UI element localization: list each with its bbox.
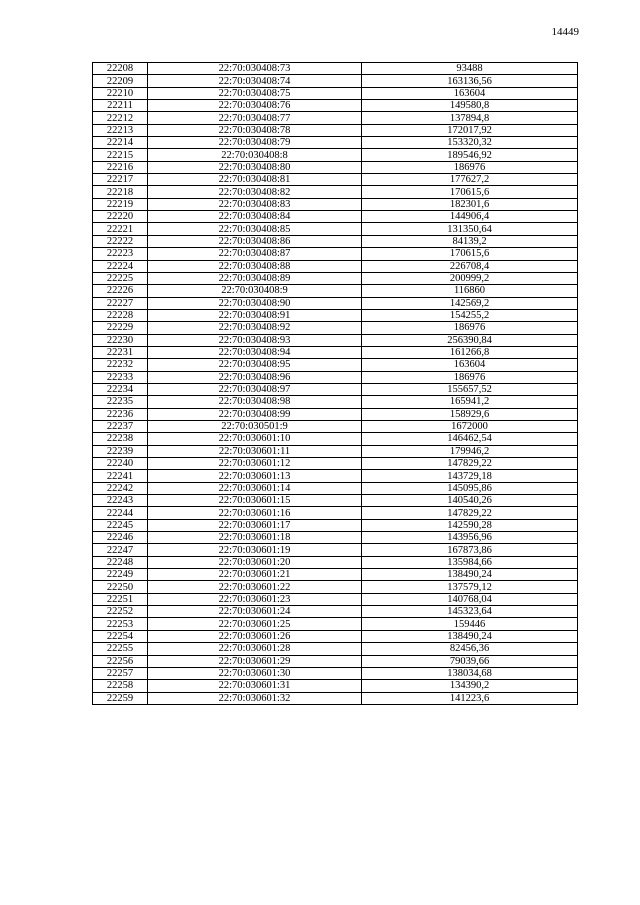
table-row <box>93 174 578 186</box>
table-row <box>93 396 578 408</box>
value-cell: 163604 <box>362 359 578 371</box>
cadastral-number-cell: 22:70:030408:97 <box>148 383 362 395</box>
value-cell: 84139,2 <box>362 235 578 247</box>
value-cell: 93488 <box>362 63 578 75</box>
data-table <box>92 62 578 705</box>
value-cell: 186976 <box>362 161 578 173</box>
row-number-cell: 22256 <box>93 655 148 667</box>
cadastral-number-cell: 22:70:030501:9 <box>148 420 362 432</box>
table-row <box>93 322 578 334</box>
row-number-cell: 22230 <box>93 334 148 346</box>
cadastral-number-cell: 22:70:030601:31 <box>148 680 362 692</box>
row-number-cell: 22258 <box>93 680 148 692</box>
row-number-cell: 22257 <box>93 667 148 679</box>
cadastral-number-cell: 22:70:030408:96 <box>148 371 362 383</box>
value-cell: 82456,36 <box>362 643 578 655</box>
value-cell: 182301,6 <box>362 198 578 210</box>
cadastral-number-cell: 22:70:030408:95 <box>148 359 362 371</box>
value-cell: 138490,24 <box>362 630 578 642</box>
cadastral-number-cell: 22:70:030408:93 <box>148 334 362 346</box>
value-cell: 153320,32 <box>362 137 578 149</box>
row-number-cell: 22212 <box>93 112 148 124</box>
table-row <box>93 532 578 544</box>
row-number-cell: 22237 <box>93 420 148 432</box>
table-row <box>93 470 578 482</box>
cadastral-number-cell: 22:70:030408:74 <box>148 75 362 87</box>
table-row <box>93 383 578 395</box>
value-cell: 154255,2 <box>362 309 578 321</box>
value-cell: 1672000 <box>362 420 578 432</box>
row-number-cell: 22244 <box>93 507 148 519</box>
value-cell: 147829,22 <box>362 507 578 519</box>
cadastral-number-cell: 22:70:030408:78 <box>148 124 362 136</box>
row-number-cell: 22227 <box>93 297 148 309</box>
table-row <box>93 285 578 297</box>
row-number-cell: 22218 <box>93 186 148 198</box>
row-number-cell: 22234 <box>93 383 148 395</box>
value-cell: 142590,28 <box>362 519 578 531</box>
cadastral-number-cell: 22:70:030408:90 <box>148 297 362 309</box>
cadastral-number-cell: 22:70:030408:73 <box>148 63 362 75</box>
cadastral-number-cell: 22:70:030601:28 <box>148 643 362 655</box>
row-number-cell: 22213 <box>93 124 148 136</box>
value-cell: 141223,6 <box>362 692 578 704</box>
cadastral-number-cell: 22:70:030601:15 <box>148 495 362 507</box>
row-number-cell: 22250 <box>93 581 148 593</box>
cadastral-number-cell: 22:70:030408:75 <box>148 87 362 99</box>
cadastral-number-cell: 22:70:030601:14 <box>148 482 362 494</box>
row-number-cell: 22231 <box>93 346 148 358</box>
cadastral-number-cell: 22:70:030601:12 <box>148 458 362 470</box>
value-cell: 149580,8 <box>362 100 578 112</box>
value-cell: 179946,2 <box>362 445 578 457</box>
row-number-cell: 22248 <box>93 556 148 568</box>
value-cell: 145323,64 <box>362 606 578 618</box>
cadastral-number-cell: 22:70:030408:85 <box>148 223 362 235</box>
cadastral-number-cell: 22:70:030408:89 <box>148 272 362 284</box>
value-cell: 140768,04 <box>362 593 578 605</box>
table-row <box>93 606 578 618</box>
value-cell: 167873,86 <box>362 544 578 556</box>
value-cell: 170615,6 <box>362 248 578 260</box>
row-number-cell: 22220 <box>93 211 148 223</box>
cadastral-number-cell: 22:70:030408:91 <box>148 309 362 321</box>
table-row <box>93 248 578 260</box>
table-row <box>93 63 578 75</box>
table-row <box>93 643 578 655</box>
row-number-cell: 22232 <box>93 359 148 371</box>
value-cell: 200999,2 <box>362 272 578 284</box>
value-cell: 116860 <box>362 285 578 297</box>
table-row <box>93 655 578 667</box>
table-row <box>93 680 578 692</box>
cadastral-number-cell: 22:70:030601:16 <box>148 507 362 519</box>
value-cell: 186976 <box>362 371 578 383</box>
cadastral-number-cell: 22:70:030408:76 <box>148 100 362 112</box>
value-cell: 135984,66 <box>362 556 578 568</box>
row-number-cell: 22251 <box>93 593 148 605</box>
table-row <box>93 667 578 679</box>
table-row <box>93 458 578 470</box>
table-row <box>93 309 578 321</box>
cadastral-number-cell: 22:70:030408:84 <box>148 211 362 223</box>
cadastral-number-cell: 22:70:030408:80 <box>148 161 362 173</box>
table-row <box>93 630 578 642</box>
cadastral-number-cell: 22:70:030408:86 <box>148 235 362 247</box>
row-number-cell: 22221 <box>93 223 148 235</box>
cadastral-number-cell: 22:70:030601:22 <box>148 581 362 593</box>
row-number-cell: 22208 <box>93 63 148 75</box>
value-cell: 143729,18 <box>362 470 578 482</box>
cadastral-number-cell: 22:70:030601:24 <box>148 606 362 618</box>
cadastral-number-cell: 22:70:030408:79 <box>148 137 362 149</box>
cadastral-number-cell: 22:70:030601:21 <box>148 569 362 581</box>
value-cell: 172017,92 <box>362 124 578 136</box>
table-row <box>93 569 578 581</box>
cadastral-number-cell: 22:70:030408:9 <box>148 285 362 297</box>
value-cell: 138490,24 <box>362 569 578 581</box>
row-number-cell: 22216 <box>93 161 148 173</box>
value-cell: 161266,8 <box>362 346 578 358</box>
table-row <box>93 445 578 457</box>
cadastral-number-cell: 22:70:030408:82 <box>148 186 362 198</box>
value-cell: 134390,2 <box>362 680 578 692</box>
row-number-cell: 22241 <box>93 470 148 482</box>
row-number-cell: 22254 <box>93 630 148 642</box>
table-row <box>93 198 578 210</box>
row-number-cell: 22222 <box>93 235 148 247</box>
cadastral-number-cell: 22:70:030408:87 <box>148 248 362 260</box>
cadastral-number-cell: 22:70:030601:29 <box>148 655 362 667</box>
row-number-cell: 22245 <box>93 519 148 531</box>
row-number-cell: 22225 <box>93 272 148 284</box>
table-row <box>93 408 578 420</box>
value-cell: 143956,96 <box>362 532 578 544</box>
table-row <box>93 260 578 272</box>
table-row <box>93 618 578 630</box>
cadastral-number-cell: 22:70:030601:30 <box>148 667 362 679</box>
value-cell: 170615,6 <box>362 186 578 198</box>
value-cell: 144906,4 <box>362 211 578 223</box>
table-row <box>93 235 578 247</box>
table-row <box>93 87 578 99</box>
row-number-cell: 22247 <box>93 544 148 556</box>
cadastral-number-cell: 22:70:030601:32 <box>148 692 362 704</box>
row-number-cell: 22259 <box>93 692 148 704</box>
cadastral-number-cell: 22:70:030408:8 <box>148 149 362 161</box>
cadastral-number-cell: 22:70:030601:23 <box>148 593 362 605</box>
cadastral-number-cell: 22:70:030601:17 <box>148 519 362 531</box>
row-number-cell: 22253 <box>93 618 148 630</box>
table-row <box>93 334 578 346</box>
value-cell: 158929,6 <box>362 408 578 420</box>
row-number-cell: 22224 <box>93 260 148 272</box>
value-cell: 146462,54 <box>362 433 578 445</box>
cadastral-number-cell: 22:70:030601:18 <box>148 532 362 544</box>
cadastral-number-cell: 22:70:030601:19 <box>148 544 362 556</box>
table-row <box>93 75 578 87</box>
cadastral-number-cell: 22:70:030601:10 <box>148 433 362 445</box>
row-number-cell: 22249 <box>93 569 148 581</box>
value-cell: 189546,92 <box>362 149 578 161</box>
cadastral-number-cell: 22:70:030601:11 <box>148 445 362 457</box>
cadastral-number-cell: 22:70:030601:13 <box>148 470 362 482</box>
table-row <box>93 371 578 383</box>
row-number-cell: 22236 <box>93 408 148 420</box>
table-row <box>93 507 578 519</box>
row-number-cell: 22219 <box>93 198 148 210</box>
value-cell: 186976 <box>362 322 578 334</box>
value-cell: 226708,4 <box>362 260 578 272</box>
table-row <box>93 359 578 371</box>
row-number-cell: 22252 <box>93 606 148 618</box>
row-number-cell: 22243 <box>93 495 148 507</box>
value-cell: 138034,68 <box>362 667 578 679</box>
cadastral-number-cell: 22:70:030601:26 <box>148 630 362 642</box>
table-body <box>93 63 578 705</box>
value-cell: 145095,86 <box>362 482 578 494</box>
table-row <box>93 346 578 358</box>
row-number-cell: 22240 <box>93 458 148 470</box>
table-row <box>93 186 578 198</box>
cadastral-number-cell: 22:70:030408:92 <box>148 322 362 334</box>
table-row <box>93 297 578 309</box>
table-row <box>93 137 578 149</box>
table-row <box>93 581 578 593</box>
table-row <box>93 519 578 531</box>
value-cell: 163136,56 <box>362 75 578 87</box>
value-cell: 177627,2 <box>362 174 578 186</box>
table-row <box>93 149 578 161</box>
value-cell: 163604 <box>362 87 578 99</box>
table-row <box>93 482 578 494</box>
row-number-cell: 22215 <box>93 149 148 161</box>
row-number-cell: 22235 <box>93 396 148 408</box>
value-cell: 256390,84 <box>362 334 578 346</box>
value-cell: 159446 <box>362 618 578 630</box>
table-row <box>93 495 578 507</box>
value-cell: 137579,12 <box>362 581 578 593</box>
row-number-cell: 22229 <box>93 322 148 334</box>
row-number-cell: 22223 <box>93 248 148 260</box>
value-cell: 155657,52 <box>362 383 578 395</box>
cadastral-number-cell: 22:70:030408:94 <box>148 346 362 358</box>
value-cell: 165941,2 <box>362 396 578 408</box>
table-row <box>93 112 578 124</box>
value-cell: 137894,8 <box>362 112 578 124</box>
table-row <box>93 593 578 605</box>
table-row <box>93 433 578 445</box>
page-number: 14449 <box>551 26 579 38</box>
cadastral-number-cell: 22:70:030408:77 <box>148 112 362 124</box>
table-row <box>93 272 578 284</box>
row-number-cell: 22209 <box>93 75 148 87</box>
cadastral-number-cell: 22:70:030408:88 <box>148 260 362 272</box>
cadastral-number-cell: 22:70:030601:20 <box>148 556 362 568</box>
row-number-cell: 22239 <box>93 445 148 457</box>
table-row <box>93 100 578 112</box>
cadastral-number-cell: 22:70:030408:83 <box>148 198 362 210</box>
value-cell: 140540,26 <box>362 495 578 507</box>
row-number-cell: 22255 <box>93 643 148 655</box>
row-number-cell: 22211 <box>93 100 148 112</box>
value-cell: 79039,66 <box>362 655 578 667</box>
row-number-cell: 22238 <box>93 433 148 445</box>
row-number-cell: 22217 <box>93 174 148 186</box>
row-number-cell: 22233 <box>93 371 148 383</box>
row-number-cell: 22210 <box>93 87 148 99</box>
cadastral-number-cell: 22:70:030408:99 <box>148 408 362 420</box>
cadastral-number-cell: 22:70:030408:98 <box>148 396 362 408</box>
row-number-cell: 22228 <box>93 309 148 321</box>
table-row <box>93 420 578 432</box>
row-number-cell: 22246 <box>93 532 148 544</box>
row-number-cell: 22242 <box>93 482 148 494</box>
value-cell: 142569,2 <box>362 297 578 309</box>
cadastral-number-cell: 22:70:030601:25 <box>148 618 362 630</box>
table-row <box>93 161 578 173</box>
table-row <box>93 223 578 235</box>
row-number-cell: 22226 <box>93 285 148 297</box>
table-row <box>93 211 578 223</box>
row-number-cell: 22214 <box>93 137 148 149</box>
table-row <box>93 544 578 556</box>
cadastral-number-cell: 22:70:030408:81 <box>148 174 362 186</box>
value-cell: 147829,22 <box>362 458 578 470</box>
table-row <box>93 124 578 136</box>
table-row <box>93 692 578 704</box>
value-cell: 131350,64 <box>362 223 578 235</box>
table-row <box>93 556 578 568</box>
